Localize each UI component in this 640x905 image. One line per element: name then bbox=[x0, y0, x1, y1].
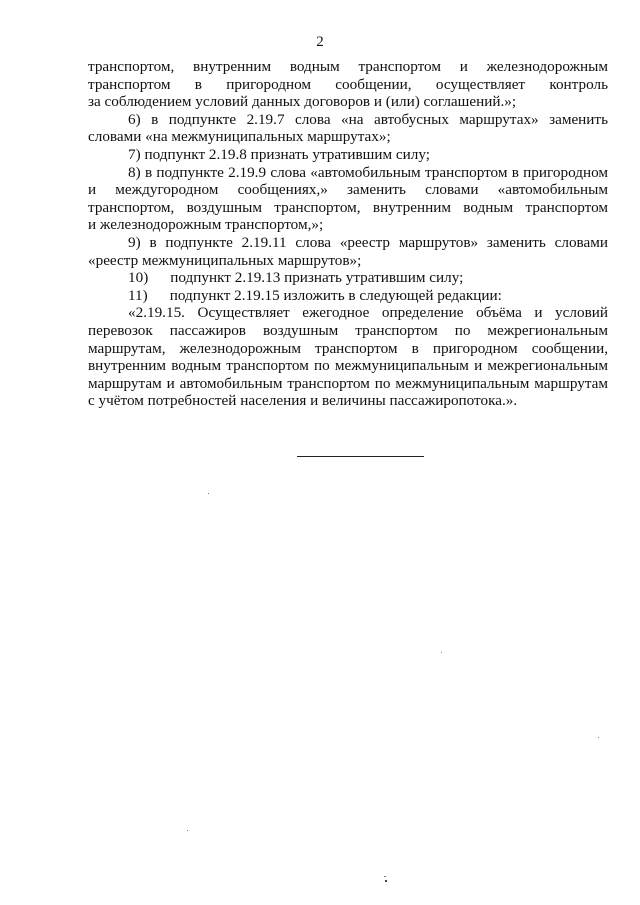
paragraph-item-11 bbox=[88, 287, 608, 305]
text-line: с учётом потребностей населения и величины пассажиропотока.». bbox=[88, 392, 518, 410]
text-line: и железнодорожным транспортом,»; bbox=[88, 216, 324, 234]
text-line: «реестр межмуниципальных маршрутов»; bbox=[88, 251, 362, 269]
text-line: внутренним водным транспортом по межмуниципальным и межрегиональным bbox=[88, 357, 608, 375]
scan-speck bbox=[187, 830, 188, 831]
paragraph-item-7 bbox=[88, 146, 608, 164]
paragraph-clause-2-19-15 bbox=[88, 304, 608, 410]
item-text: подпункт 2.19.13 признать утратившим силу; bbox=[170, 269, 464, 287]
scan-speck bbox=[441, 652, 442, 653]
text-line: 9) в подпункте 2.19.11 слова «реестр маршрутов» заменить словами bbox=[128, 233, 608, 251]
text-line: 6) в подпункте 2.19.7 слова «на автобусных маршрутах» заменить bbox=[128, 110, 608, 128]
text-line bbox=[88, 269, 608, 287]
text-line: словами «на межмуниципальных маршрутах»; bbox=[88, 128, 391, 146]
end-separator-line bbox=[297, 456, 424, 457]
paragraph-item-10 bbox=[88, 269, 608, 287]
scan-speck bbox=[208, 493, 209, 494]
text-line: 8) в подпункте 2.19.9 слова «автомобильным транспортом в пригородном bbox=[128, 163, 608, 181]
paragraph-item-6 bbox=[88, 111, 608, 146]
item-text: подпункт 2.19.15 изложить в следующей редакции: bbox=[169, 286, 502, 304]
paragraph-item-9 bbox=[88, 234, 608, 269]
text-line: за соблюдением условий данных договоров и (или) соглашений.»; bbox=[88, 93, 517, 111]
scan-speck bbox=[598, 737, 599, 738]
paragraph-item-8 bbox=[88, 164, 608, 234]
text-line: маршрутам, железнодорожным транспортом в пригородном сообщении, bbox=[88, 339, 608, 357]
text-line bbox=[88, 287, 608, 305]
text-line: маршрутам и автомобильным транспортом по межмуниципальным маршрутам bbox=[88, 374, 608, 392]
item-number: 10) bbox=[128, 269, 149, 287]
item-number: 11) bbox=[128, 286, 148, 304]
paragraph-continuation bbox=[88, 58, 608, 111]
text-line: перевозок пассажиров воздушным транспортом по межрегиональным bbox=[88, 321, 608, 339]
scan-speck bbox=[384, 876, 386, 877]
document-body bbox=[88, 58, 608, 410]
text-line: 7) подпункт 2.19.8 признать утратившим силу; bbox=[128, 145, 430, 163]
text-line: и междугородном сообщениях,» заменить словами «автомобильным bbox=[88, 181, 608, 199]
text-line: «2.19.15. Осуществляет ежегодное определение объёма и условий bbox=[128, 304, 608, 322]
scan-speck bbox=[385, 880, 387, 882]
page-number: 2 bbox=[316, 34, 324, 50]
text-line: транспортом, воздушным транспортом, внутренним водным транспортом bbox=[88, 198, 608, 216]
text-line: транспортом, внутренним водным транспортом и железнодорожным bbox=[88, 58, 608, 75]
text-line: транспортом в пригородном сообщении, осуществляет контроль bbox=[88, 75, 608, 93]
